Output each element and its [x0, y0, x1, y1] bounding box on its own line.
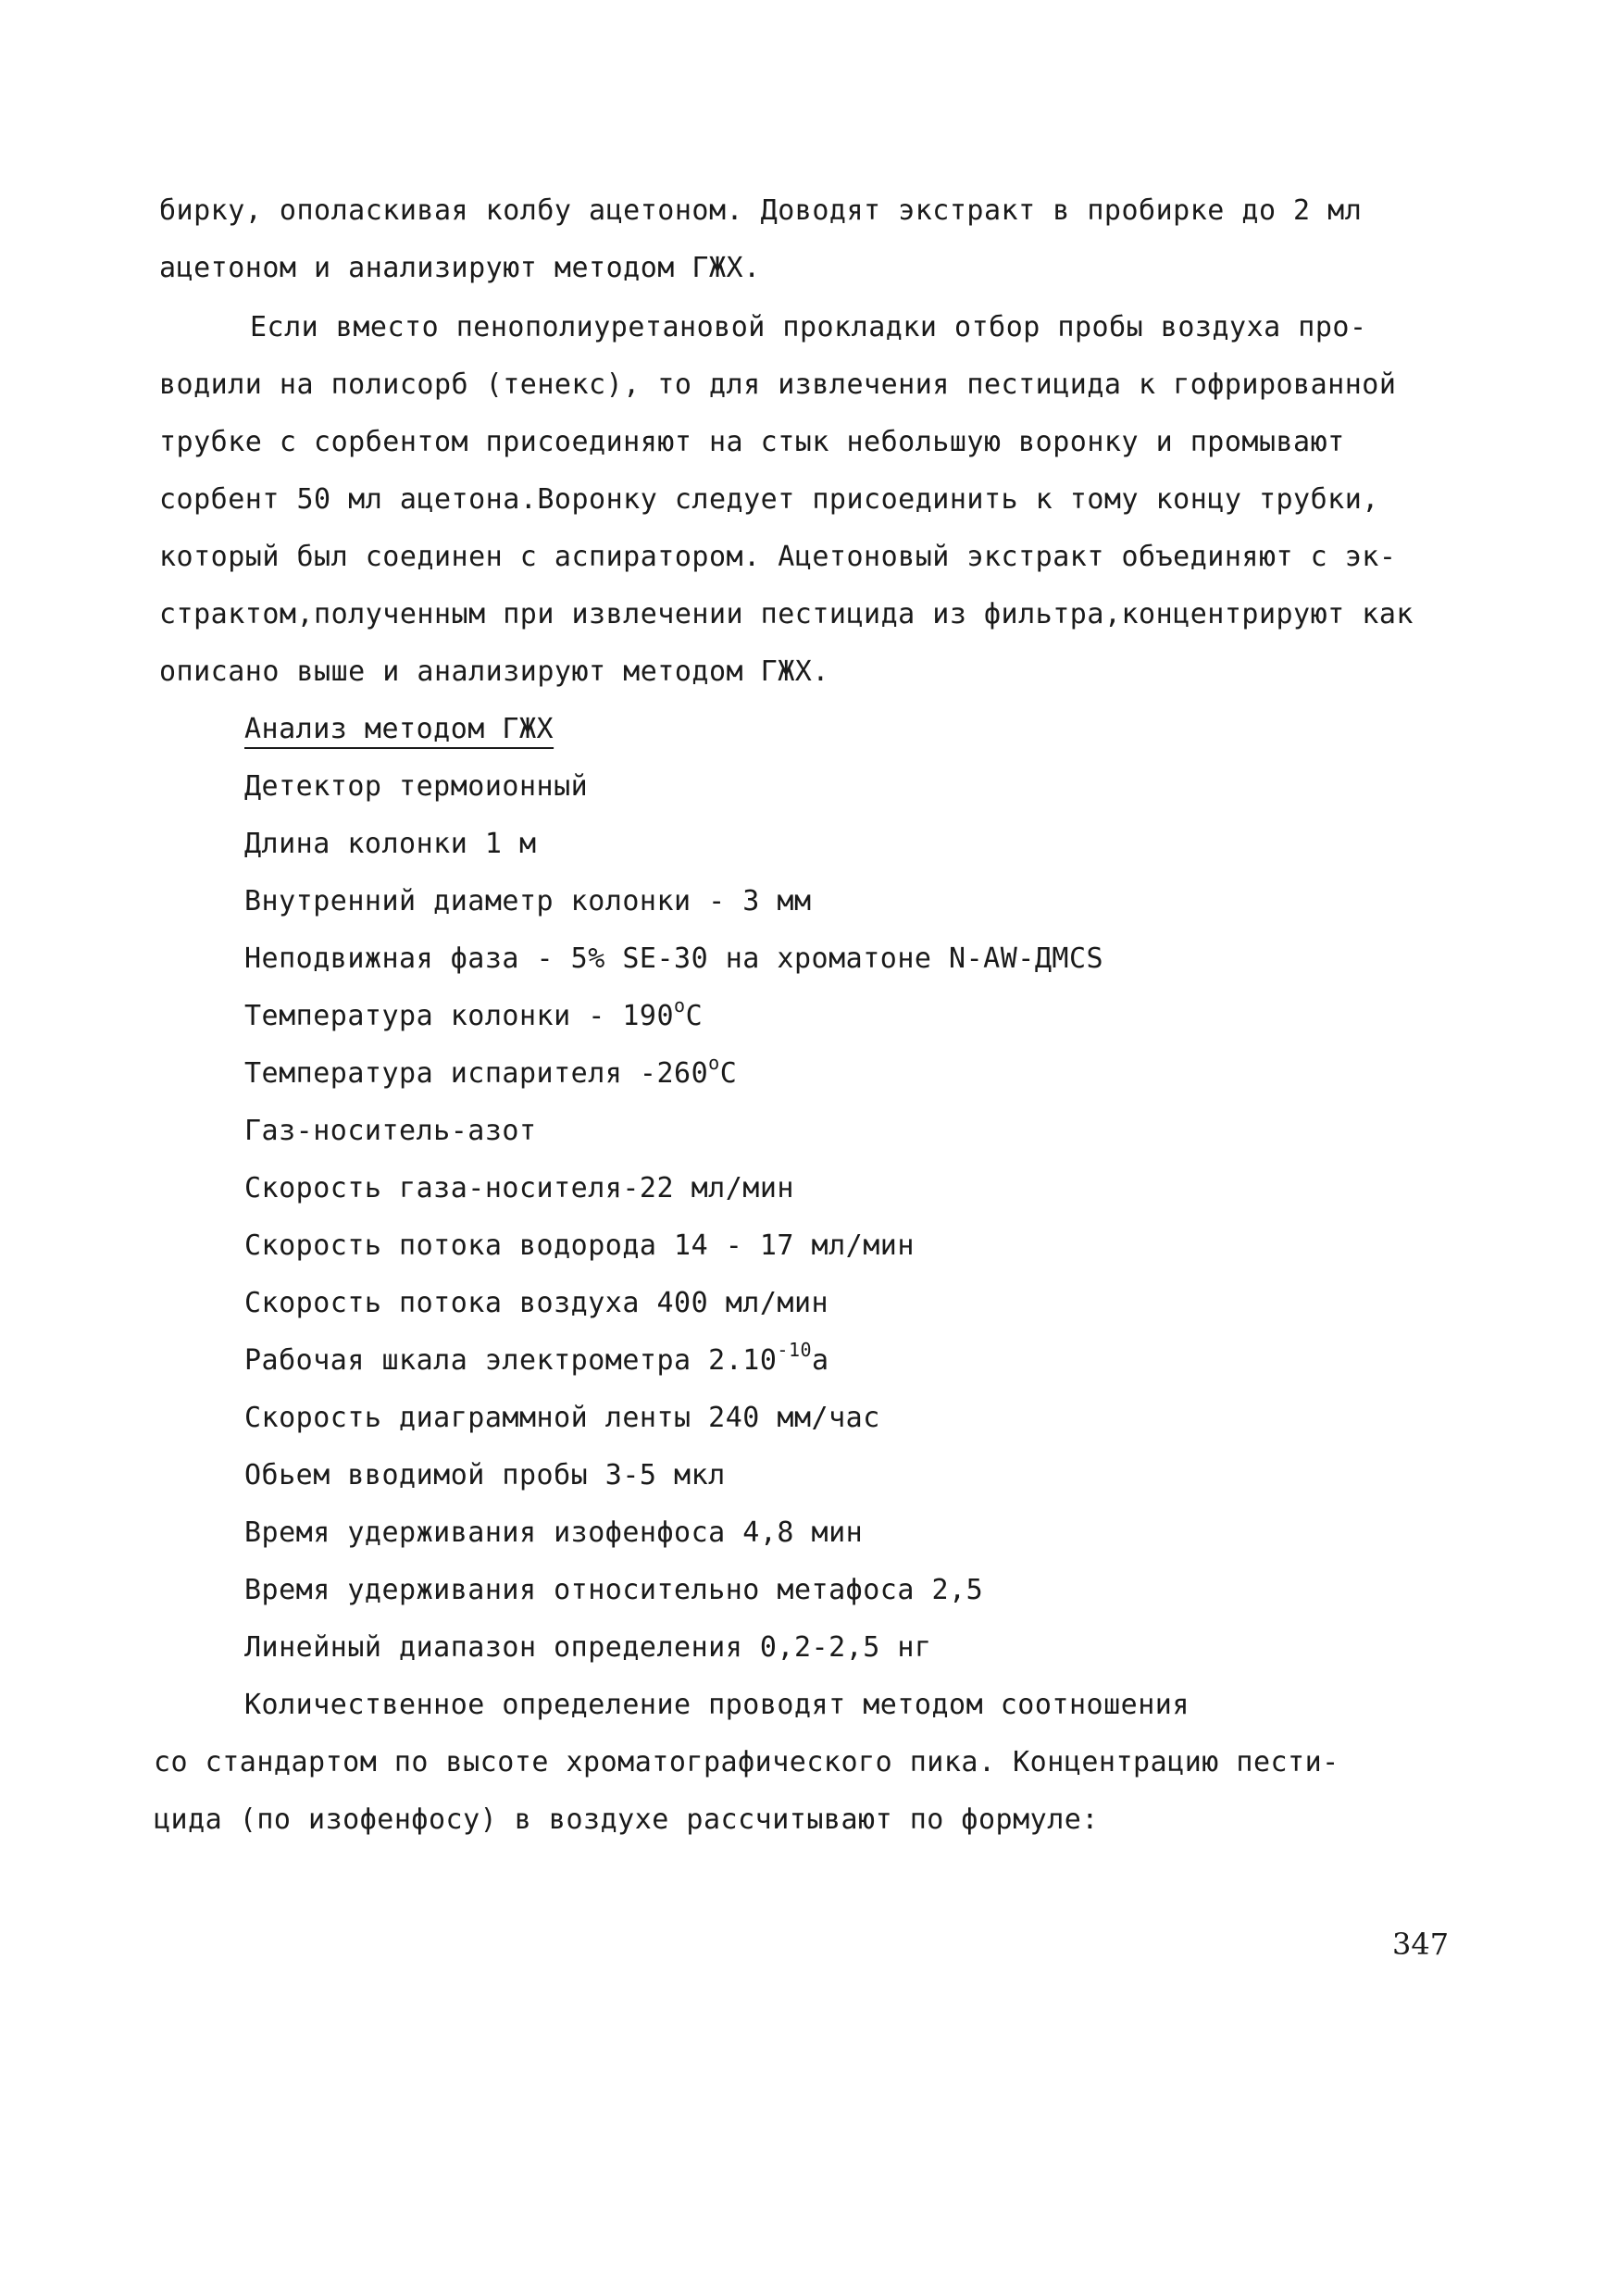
param-line: Обьем вводимой пробы 3-5 мкл: [244, 1459, 726, 1491]
text-line: Если вместо пенополиуретановой прокладки отбор пробы воздуха про-: [250, 311, 1367, 343]
param-text: Температура колонки - 190: [244, 1000, 675, 1032]
unit-text: C: [719, 1057, 738, 1090]
param-line: Время удерживания относительно метафоса 2,5: [244, 1574, 984, 1606]
param-line: Длина колонки 1 м: [244, 828, 537, 860]
text-line: со стандартом по высоте хроматографического пика. Концентрацию пести-: [154, 1746, 1339, 1778]
page-number: 347: [1392, 1927, 1450, 1962]
param-line: Скорость газа-носителя-22 мл/мин: [244, 1172, 794, 1204]
param-line: [244, 1339, 829, 1379]
degree-superscript: o: [708, 1052, 720, 1074]
text-line: ацетоном и анализируют методом ГЖХ.: [159, 252, 761, 284]
text-line: бирку, ополаскивая колбу ацетоном. Доводят экстракт в пробирке до 2 мл: [159, 194, 1363, 227]
text-line: который был соединен с аспиратором. Ацетоновый экстракт объединяют с эк-: [159, 541, 1397, 573]
text-line: страктом,полученным при извлечении пестицида из фильтра,концентрируют как: [159, 598, 1414, 630]
unit-text: a: [812, 1344, 829, 1377]
text-line: водили на полисорб (тенекс), то для извлечения пестицида к гофрированной: [159, 368, 1397, 401]
param-line: Линейный диапазон определения 0,2-2,5 нг: [244, 1631, 932, 1664]
section-heading: Анализ методом ГЖХ: [244, 713, 554, 745]
param-text: Рабочая шкала электрометра 2.10: [244, 1344, 778, 1377]
exponent-superscript: -10: [777, 1339, 813, 1361]
param-text: Температура испарителя -260: [244, 1057, 709, 1090]
param-line: Неподвижная фаза - 5% SE-30 на хроматоне N-AW-ДМCS: [244, 942, 1104, 975]
text-line: сорбент 50 мл ацетона.Воронку следует присоединить к тому концу трубки,: [159, 483, 1379, 516]
param-line: [244, 994, 704, 1035]
param-line: Время удерживания изофенфоса 4,8 мин: [244, 1516, 864, 1549]
param-line: [244, 1052, 738, 1092]
param-line: Скорость потока воздуха 400 мл/мин: [244, 1287, 829, 1319]
unit-text: C: [685, 1000, 704, 1032]
param-line: Скорость потока водорода 14 - 17 мл/мин: [244, 1229, 915, 1262]
param-line: Газ-носитель-азот: [244, 1115, 537, 1147]
param-line: Детектор термоионный: [244, 770, 589, 803]
text-line: Количественное определение проводят методом соотношения: [244, 1689, 1190, 1721]
param-line: Скорость диаграммной ленты 240 мм/час: [244, 1402, 880, 1434]
text-line: цида (по изофенфосу) в воздухе рассчитывают по формуле:: [154, 1803, 1099, 1836]
degree-superscript: o: [674, 994, 686, 1017]
text-line: трубке с сорбентом присоединяют на стык небольшую воронку и промывают: [159, 426, 1345, 458]
text-line: описано выше и анализируют методом ГЖХ.: [159, 655, 829, 688]
param-line: Внутренний диаметр колонки - 3 мм: [244, 885, 812, 917]
